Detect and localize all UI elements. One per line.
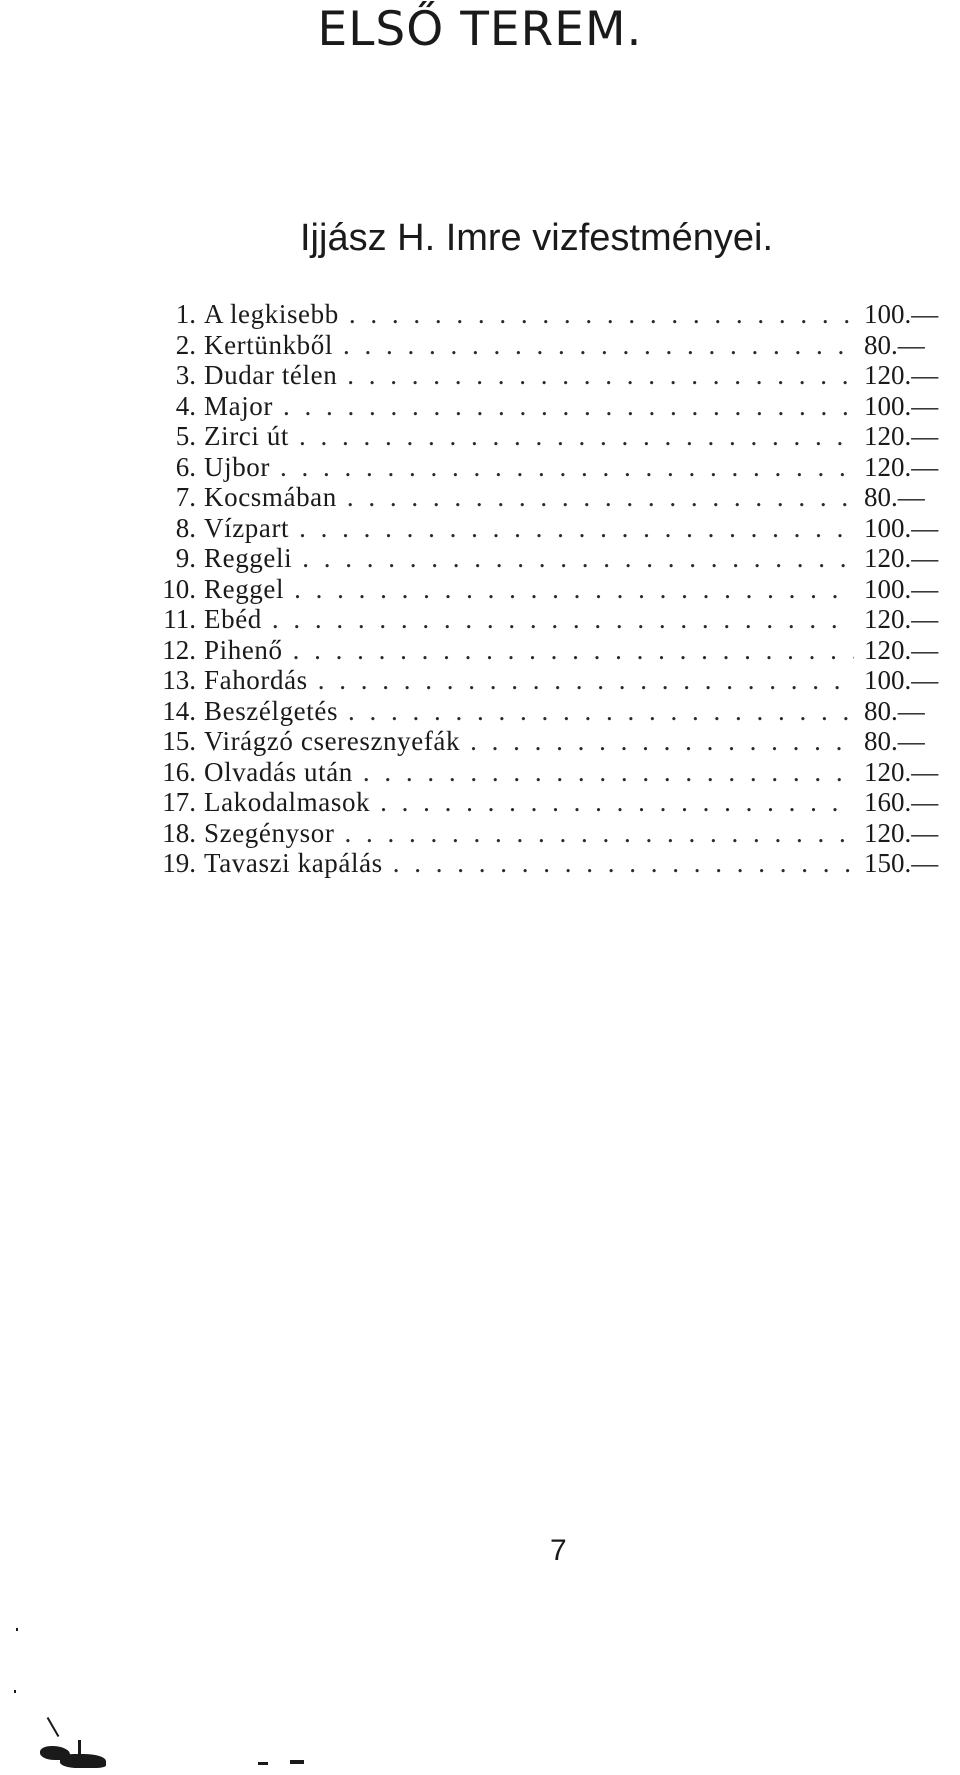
catalog-item	[146, 391, 954, 422]
catalog-item	[146, 726, 954, 757]
item-title: Reggeli	[204, 543, 293, 573]
item-number: 13.	[162, 665, 196, 695]
dot-leader	[380, 787, 854, 818]
dot-leader	[363, 757, 854, 788]
scan-speck	[16, 1628, 18, 1631]
item-price: 80.—	[864, 695, 925, 726]
item-title: Szegénysor	[204, 817, 335, 848]
item-title: Ebéd	[204, 604, 262, 634]
item-price: 120.—	[864, 604, 939, 634]
item-number: 12.	[162, 634, 196, 665]
dot-leader	[302, 543, 854, 574]
item-title: Major	[204, 390, 273, 421]
dot-leader	[344, 818, 854, 849]
item-title: Kertünkből	[204, 329, 333, 360]
item-price: 160.—	[864, 787, 939, 817]
catalog-item	[146, 604, 954, 635]
item-title: A legkisebb	[204, 299, 339, 329]
item-number: 7.	[175, 482, 196, 512]
scan-speck	[47, 1717, 60, 1737]
dot-leader	[343, 330, 854, 361]
dot-leader	[347, 482, 854, 513]
item-price: 120.—	[864, 817, 939, 848]
scan-speck	[78, 1740, 81, 1756]
item-price: 100.—	[864, 299, 939, 329]
catalog-item	[146, 635, 954, 666]
item-number: 10.	[162, 573, 196, 604]
catalog-item	[146, 787, 954, 818]
item-number: 4.	[175, 390, 196, 421]
catalog-item	[146, 665, 954, 696]
catalog-item	[146, 330, 954, 361]
dot-leader	[470, 726, 854, 757]
dot-leader	[293, 635, 854, 666]
item-title: Ujbor	[204, 451, 270, 482]
item-title: Beszélgetés	[204, 695, 339, 726]
item-title: Kocsmában	[204, 482, 337, 512]
catalog-item	[146, 757, 954, 788]
item-price: 120.—	[864, 543, 939, 573]
item-title: Reggel	[204, 573, 285, 604]
catalog-item	[146, 482, 954, 513]
item-number: 11.	[163, 604, 196, 634]
catalog-item	[146, 299, 954, 330]
scan-speck	[60, 1754, 106, 1768]
dot-leader	[272, 604, 854, 635]
item-price: 80.—	[864, 726, 925, 756]
item-title: Olvadás után	[204, 756, 353, 787]
catalog-item	[146, 452, 954, 483]
item-number: 18.	[162, 817, 196, 848]
catalog-item	[146, 421, 954, 452]
catalog-item	[146, 848, 954, 879]
dot-leader	[299, 421, 854, 452]
catalog-item	[146, 513, 954, 544]
catalog-item	[146, 543, 954, 574]
item-price: 100.—	[864, 665, 939, 695]
item-number: 17.	[162, 787, 196, 817]
dot-leader	[294, 574, 854, 605]
item-number: 19.	[162, 848, 196, 878]
item-price: 80.—	[864, 482, 925, 512]
catalog-item	[146, 696, 954, 727]
item-number: 5.	[175, 421, 196, 451]
item-number: 15.	[162, 726, 196, 756]
catalog-item	[146, 574, 954, 605]
item-title: Dudar télen	[204, 360, 338, 390]
item-number: 16.	[162, 756, 196, 787]
item-price: 120.—	[864, 421, 939, 451]
page-number: 7	[550, 1534, 567, 1567]
item-price: 120.—	[864, 756, 939, 787]
dot-leader	[348, 696, 854, 727]
dot-leader	[299, 513, 854, 544]
item-number: 6.	[175, 451, 196, 482]
item-title: Zirci út	[204, 421, 290, 451]
dot-leader	[349, 299, 854, 330]
item-price: 120.—	[864, 360, 939, 390]
scan-speck	[258, 1762, 268, 1765]
item-title: Virágzó cseresznyefák	[204, 726, 461, 756]
catalog-list	[146, 299, 954, 879]
item-price: 120.—	[864, 451, 939, 482]
item-title: Lakodalmasok	[204, 787, 371, 817]
catalog-item	[146, 360, 954, 391]
item-price: 100.—	[864, 573, 939, 604]
dot-leader	[347, 360, 854, 391]
scan-speck	[290, 1760, 304, 1764]
dot-leader	[318, 665, 854, 696]
item-title: Vízpart	[204, 512, 290, 543]
item-price: 100.—	[864, 390, 939, 421]
dot-leader	[283, 391, 854, 422]
item-number: 2.	[175, 329, 196, 360]
item-price: 150.—	[864, 848, 939, 878]
item-title: Tavaszi kapálás	[204, 848, 383, 878]
item-price: 100.—	[864, 512, 939, 543]
dot-leader	[393, 848, 854, 879]
item-number: 9.	[175, 543, 196, 573]
item-price: 80.—	[864, 329, 925, 360]
item-number: 14.	[162, 695, 196, 726]
catalog-item	[146, 818, 954, 849]
scan-speck	[14, 1690, 16, 1693]
item-number: 1.	[175, 299, 196, 329]
item-number: 3.	[175, 360, 196, 390]
page-title: ELSŐ TEREM.	[317, 2, 643, 57]
dot-leader	[280, 452, 854, 483]
item-number: 8.	[175, 512, 196, 543]
item-title: Fahordás	[204, 665, 308, 695]
item-price: 120.—	[864, 634, 939, 665]
item-title: Pihenő	[204, 634, 283, 665]
section-heading: Ijjász H. Imre vizfestményei.	[300, 217, 773, 259]
